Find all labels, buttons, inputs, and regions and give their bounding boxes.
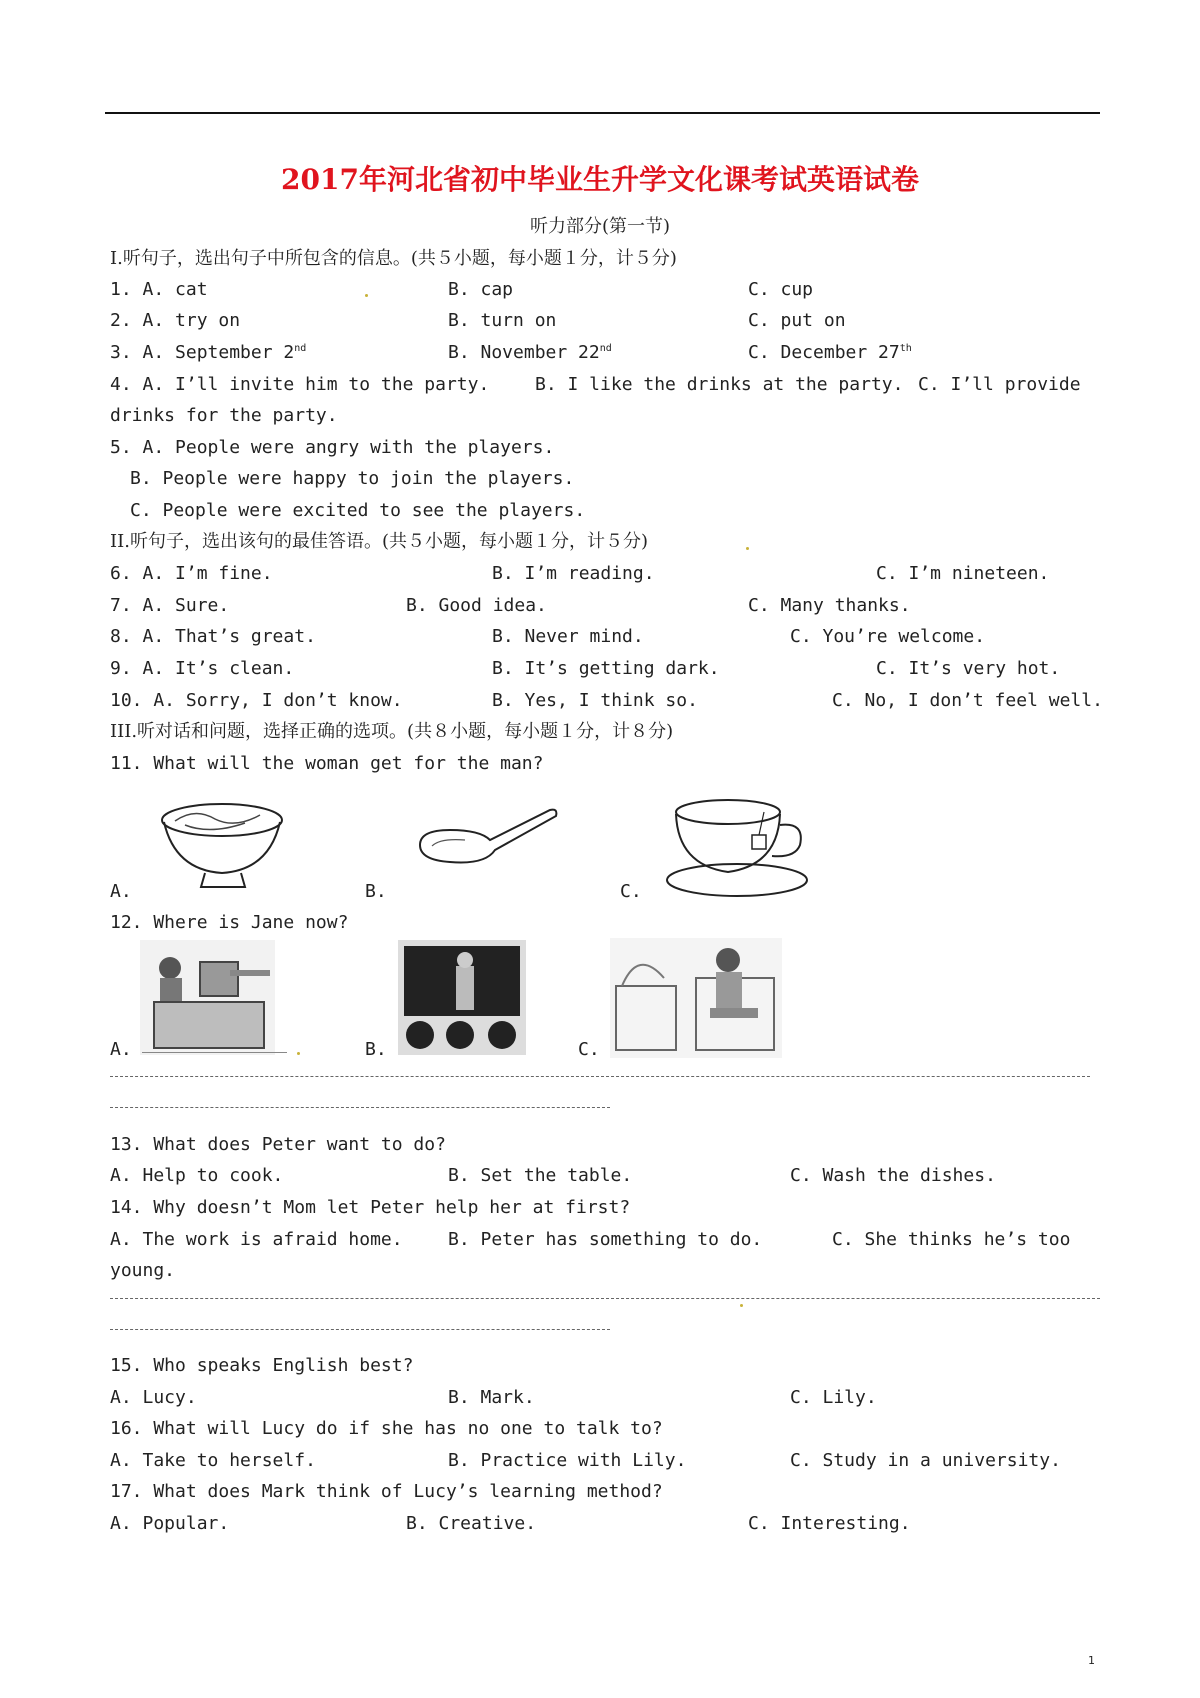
q7-option-c: C. Many thanks. — [748, 595, 911, 616]
separator-dashed-line — [110, 1107, 610, 1108]
q5-option-a: 5. A. People were angry with the players. — [110, 437, 555, 458]
q11-label-a: A. — [110, 881, 132, 902]
q1-option-b: B. cap — [448, 279, 514, 300]
q7-option-a: 7. A. Sure. — [110, 595, 230, 616]
q6-option-a: 6. A. I’m fine. — [110, 563, 273, 584]
q11-label-b: B. — [365, 881, 387, 902]
q2-option-c: C. put on — [748, 310, 846, 331]
q11-label-c: C. — [620, 881, 642, 902]
top-rule — [105, 112, 1100, 114]
q17-question: 17. What does Mark think of Lucy’s learning method? — [110, 1481, 663, 1502]
q3-option-b: B. November 22nd — [448, 342, 612, 363]
q13-question: 13. What does Peter want to do? — [110, 1134, 446, 1155]
q5-option-b: B. People were happy to join the players. — [130, 468, 575, 489]
q6-option-b: B. I’m reading. — [492, 563, 655, 584]
q6-option-c: C. I’m nineteen. — [876, 563, 1050, 584]
q15-option-a: A. Lucy. — [110, 1387, 197, 1408]
q10-option-c: C. No, I don’t feel well. — [832, 690, 1103, 711]
q13-option-c: C. Wash the dishes. — [790, 1165, 996, 1186]
q16-option-b: B. Practice with Lily. — [448, 1450, 687, 1471]
speck — [746, 547, 749, 550]
underline — [142, 1052, 287, 1053]
q14-option-c-cont: young. — [110, 1260, 176, 1281]
separator-dashed-line — [110, 1076, 1090, 1077]
q2-option-a: 2. A. try on — [110, 310, 241, 331]
q4-option-a: 4. A. I’ll invite him to the party. — [110, 374, 490, 395]
q12-label-c: C. — [578, 1039, 600, 1060]
bowl-noodles-icon — [155, 795, 290, 895]
office-scene-icon — [140, 940, 275, 1055]
q4-option-c-cont: drinks for the party. — [110, 405, 338, 426]
section-1-heading: I.听句子，选出句子中所包含的信息。(共５小题，每小题１分，计５分) — [110, 248, 677, 269]
q17-option-b: B. Creative. — [406, 1513, 537, 1534]
q15-option-c: C. Lily. — [790, 1387, 877, 1408]
q11-question: 11. What will the woman get for the man? — [110, 753, 544, 774]
q7-option-b: B. Good idea. — [406, 595, 547, 616]
q12-label-a: A. — [110, 1039, 132, 1060]
q10-option-a: 10. A. Sorry, I don’t know. — [110, 690, 403, 711]
q8-option-a: 8. A. That’s great. — [110, 626, 316, 647]
q17-option-c: C. Interesting. — [748, 1513, 911, 1534]
q2-option-b: B. turn on — [448, 310, 557, 331]
q5-option-c: C. People were excited to see the players. — [130, 500, 586, 521]
q10-option-b: B. Yes, I think so. — [492, 690, 698, 711]
q14-option-c: C. She thinks he’s too — [832, 1229, 1071, 1250]
separator-dashed-line — [110, 1298, 1100, 1299]
q3-option-a: 3. A. September 2nd — [110, 342, 307, 363]
q16-option-a: A. Take to herself. — [110, 1450, 316, 1471]
separator-dashed-line — [110, 1329, 610, 1330]
speck — [365, 294, 368, 297]
q4-option-c: C. I’ll provide — [918, 374, 1081, 395]
q15-option-b: B. Mark. — [448, 1387, 535, 1408]
q16-question: 16. What will Lucy do if she has no one to talk to? — [110, 1418, 663, 1439]
speck — [297, 1052, 300, 1055]
q14-option-b: B. Peter has something to do. — [448, 1229, 763, 1250]
section-2-heading: II.听句子，选出该句的最佳答语。(共５小题，每小题１分，计５分) — [110, 531, 648, 552]
q17-option-a: A. Popular. — [110, 1513, 230, 1534]
q15-question: 15. Who speaks English best? — [110, 1355, 414, 1376]
q4-option-b: B. I like the drinks at the party. — [535, 374, 904, 395]
q14-question: 14. Why doesn’t Mom let Peter help her at first? — [110, 1197, 631, 1218]
section-subtitle: 听力部分(第一节) — [529, 216, 671, 237]
q12-question: 12. Where is Jane now? — [110, 912, 349, 933]
q1-option-c: C. cup — [748, 279, 814, 300]
classroom-scene-icon — [398, 940, 526, 1055]
q9-option-b: B. It’s getting dark. — [492, 658, 720, 679]
q13-option-a: A. Help to cook. — [110, 1165, 284, 1186]
q13-option-b: B. Set the table. — [448, 1165, 633, 1186]
speck — [740, 1304, 743, 1307]
q12-label-b: B. — [365, 1039, 387, 1060]
teacup-icon — [660, 790, 815, 900]
living-room-scene-icon — [610, 938, 782, 1058]
q9-option-a: 9. A. It’s clean. — [110, 658, 295, 679]
q9-option-c: C. It’s very hot. — [876, 658, 1061, 679]
exam-title: 2017年河北省初中毕业生升学文化课考试英语试卷 — [281, 163, 919, 196]
section-3-heading: III.听对话和问题，选择正确的选项。(共８小题，每小题１分，计８分) — [110, 721, 674, 742]
page-number: 1 — [1088, 1654, 1095, 1667]
q3-option-c: C. December 27th — [748, 342, 912, 363]
q14-option-a: A. The work is afraid home. — [110, 1229, 403, 1250]
q8-option-c: C. You’re welcome. — [790, 626, 986, 647]
q16-option-c: C. Study in a university. — [790, 1450, 1061, 1471]
q8-option-b: B. Never mind. — [492, 626, 644, 647]
spoon-icon — [410, 800, 560, 880]
q1-option-a: 1. A. cat — [110, 279, 208, 300]
